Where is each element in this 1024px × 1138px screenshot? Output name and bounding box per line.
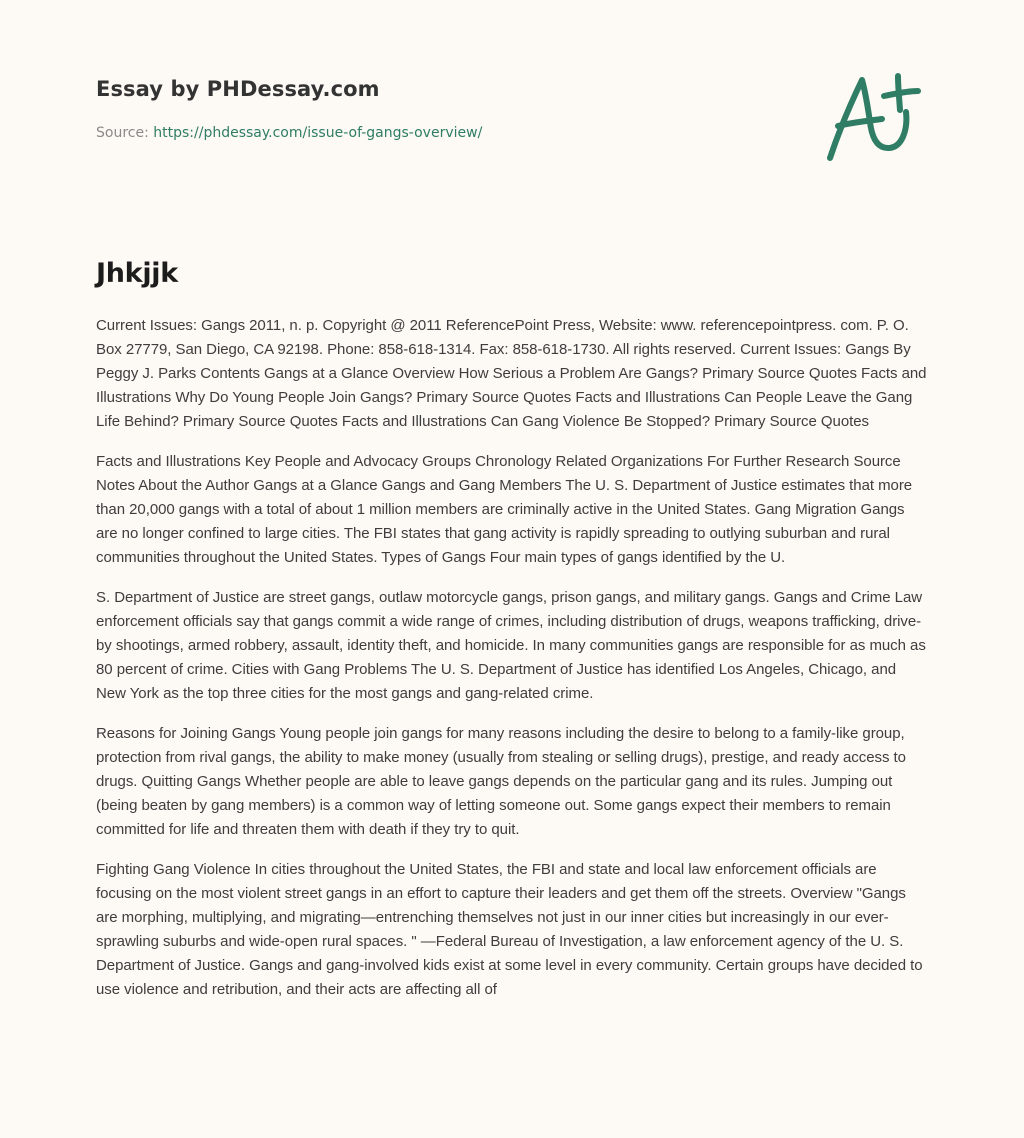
essay-body bbox=[96, 314, 928, 1018]
source-line bbox=[96, 123, 928, 143]
source-link[interactable]: https://phdessay.com/issue-of-gangs-overview/ bbox=[153, 125, 483, 141]
essay-paragraph: Current Issues: Gangs 2011, n. p. Copyright @ 2011 ReferencePoint Press, Website: www. referencepointpress. com. P. O. Box 27779, San Diego, CA 92198. Phone: 858-618-1314. Fax: 858-618-1730. All rights reserved. Current Issues: Gangs By Peggy J. Parks Contents Gangs at a Glance Overview How Serious a Problem Are Gangs? Primary Source Quotes Facts and Illustrations Why Do Young People Join Gangs? Primary Source Quotes Facts and Illustrations Can People Leave the Gang Life Behind? Primary Source Quotes Facts and Illustrations Can Gang Violence Be Stopped? Primary Source Quotes bbox=[96, 317, 927, 430]
essay-paragraph: S. Department of Justice are street gangs, outlaw motorcycle gangs, prison gangs, and military gangs. Gangs and Crime Law enforcement officials say that gangs commit a wide range of crimes, including distribution of drugs, weapons trafficking, drive-by shootings, armed robbery, assault, identity theft, and homicide. In many communities gangs are responsible for as much as 80 percent of crime. Cities with Gang Problems The U. S. Department of Justice has identified Los Angeles, Chicago, and New York as the top three cities for the most gangs and gang-related crime. bbox=[96, 589, 926, 702]
essay-paragraph: Fighting Gang Violence In cities throughout the United States, the FBI and state and local law enforcement officials are focusing on the most violent street gangs in an effort to capture their leaders and get them off the streets. Overview "Gangs are morphing, multiplying, and migrating—entrenching themselves not just in our inner cities but increasingly in our ever-sprawling suburbs and wide-open rural spaces. " —Federal Bureau of Investigation, a law enforcement agency of the U. S. Department of Justice. Gangs and gang-involved kids exist at some level in every community. Certain groups have decided to use violence and retribution, and their acts are affecting all of bbox=[96, 861, 923, 998]
source-label: Source: bbox=[96, 125, 149, 141]
page-header bbox=[96, 74, 928, 143]
a-plus-grade-icon bbox=[818, 64, 934, 168]
essay-paragraph: Facts and Illustrations Key People and Advocacy Groups Chronology Related Organizations For Further Research Source Notes About the Author Gangs at a Glance Gangs and Gang Members The U. S. Department of Justice estimates that more than 20,000 gangs with a total of about 1 million members are criminally active in the United States. Gang Migration Gangs are no longer confined to large cities. The FBI states that gang activity is rapidly spreading to outlying suburban and rural communities throughout the United States. Types of Gangs Four main types of gangs identified by the U. bbox=[96, 453, 913, 566]
essay-paragraph: Reasons for Joining Gangs Young people join gangs for many reasons including the desire to belong to a family-like group, protection from rival gangs, the ability to make money (usually from stealing or selling drugs), prestige, and ready access to drugs. Quitting Gangs Whether people are able to leave gangs depends on the particular gang and its rules. Jumping out (being beaten by gang members) is a common way of letting someone out. Some gangs expect their members to remain committed for life and threaten them with death if they try to quit. bbox=[96, 725, 906, 838]
essay-title: Jhkjjk bbox=[96, 258, 178, 289]
site-title: Essay by PHDessay.com bbox=[96, 77, 380, 101]
